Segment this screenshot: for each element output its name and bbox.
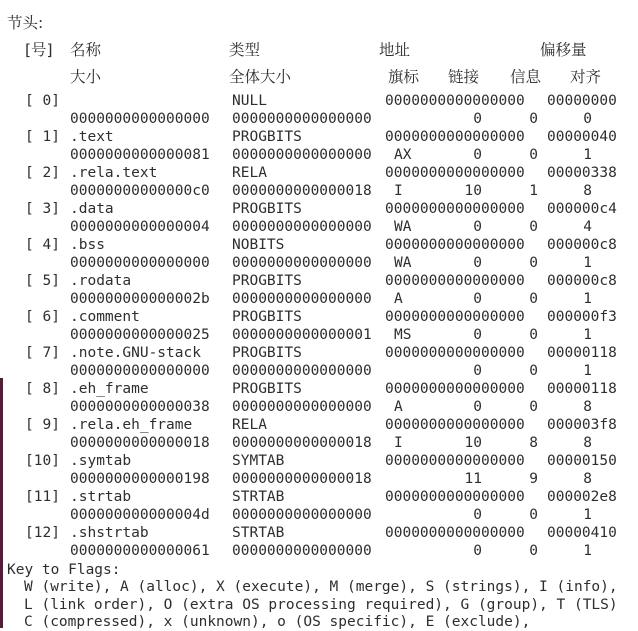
section-type: PROGBITS: [232, 309, 302, 325]
section-type: PROGBITS: [232, 129, 302, 145]
section-type: STRTAB: [232, 525, 285, 541]
section-offset: 000003f8: [547, 417, 617, 433]
section-info: 0: [529, 543, 538, 559]
section-title: 节头:: [7, 14, 44, 32]
section-info: 0: [529, 219, 538, 235]
section-entsize: 0000000000000018: [232, 471, 372, 487]
section-row: [7, 272, 638, 290]
section-offset: 000000f3: [547, 309, 617, 325]
section-row-detail: [7, 398, 638, 416]
section-row-detail: [7, 362, 638, 380]
section-row-detail: [7, 290, 638, 308]
section-number: [ 5]: [25, 273, 60, 289]
section-type: SYMTAB: [232, 453, 285, 469]
section-align: 1: [583, 291, 592, 307]
section-address: 0000000000000000: [385, 201, 525, 217]
section-row-detail: [7, 182, 638, 200]
section-number: [ 8]: [25, 381, 60, 397]
section-entsize: 0000000000000000: [232, 363, 372, 379]
section-size: 000000000000004d: [70, 507, 210, 523]
section-name: .eh_frame: [70, 381, 149, 397]
section-entsize: 0000000000000001: [232, 327, 372, 343]
section-align: 8: [583, 183, 592, 199]
section-number: [ 1]: [25, 129, 60, 145]
section-info: 1: [529, 183, 538, 199]
section-entsize: 0000000000000000: [232, 291, 372, 307]
header-align: 对齐: [570, 68, 602, 86]
section-size: 0000000000000025: [70, 327, 210, 343]
header-info: 信息: [510, 68, 542, 86]
section-address: 0000000000000000: [385, 165, 525, 181]
header-row-2: [7, 68, 638, 86]
section-link: 0: [473, 399, 482, 415]
section-align: 1: [583, 507, 592, 523]
section-flags: A: [394, 291, 403, 307]
section-name: .rela.text: [70, 165, 158, 181]
section-name: .data: [70, 201, 114, 217]
section-link: 0: [473, 363, 482, 379]
section-row-detail: [7, 326, 638, 344]
section-address: 0000000000000000: [385, 345, 525, 361]
section-type: PROGBITS: [232, 273, 302, 289]
section-type: NULL: [232, 93, 267, 109]
section-link: 0: [473, 327, 482, 343]
section-align: 1: [583, 543, 592, 559]
section-row: [7, 236, 638, 254]
section-link: 0: [473, 219, 482, 235]
section-size: 0000000000000198: [70, 471, 210, 487]
section-row: [7, 524, 638, 542]
section-info: 0: [529, 111, 538, 127]
section-link: 0: [473, 147, 482, 163]
section-row: [7, 380, 638, 398]
section-address: 0000000000000000: [385, 417, 525, 433]
section-link: 0: [473, 111, 482, 127]
section-align: 1: [583, 363, 592, 379]
header-size: 大小: [70, 68, 102, 86]
header-name: 名称: [70, 41, 102, 59]
section-size: 000000000000002b: [70, 291, 210, 307]
section-flags: AX: [394, 147, 412, 163]
section-row: [7, 92, 638, 110]
section-size: 0000000000000004: [70, 219, 210, 235]
section-offset: 00000118: [547, 345, 617, 361]
key-line: W (write), A (alloc), X (execute), M (merge), S (strings), I (info),: [24, 579, 618, 595]
key-title: Key to Flags:: [7, 562, 121, 578]
section-entsize: 0000000000000000: [232, 399, 372, 415]
section-row-detail: [7, 110, 638, 128]
section-size: 00000000000000c0: [70, 183, 210, 199]
section-size: 0000000000000081: [70, 147, 210, 163]
section-align: 1: [583, 255, 592, 271]
section-info: 0: [529, 147, 538, 163]
section-align: 4: [583, 219, 592, 235]
section-row-detail: [7, 434, 638, 452]
section-info: 0: [529, 363, 538, 379]
section-size: 0000000000000000: [70, 255, 210, 271]
section-row: [7, 344, 638, 362]
section-offset: 00000118: [547, 381, 617, 397]
section-row: [7, 452, 638, 470]
section-flags: WA: [394, 219, 412, 235]
section-name: .strtab: [70, 489, 132, 505]
section-type: RELA: [232, 165, 267, 181]
header-offset: 偏移量: [540, 41, 587, 59]
section-row: [7, 200, 638, 218]
section-info: 8: [529, 435, 538, 451]
section-entsize: 0000000000000000: [232, 219, 372, 235]
section-size: 0000000000000038: [70, 399, 210, 415]
section-info: 0: [529, 507, 538, 523]
section-row: [7, 164, 638, 182]
section-flags: MS: [394, 327, 412, 343]
section-entsize: 0000000000000018: [232, 183, 372, 199]
key-line: L (link order), O (extra OS processing required), G (group), T (TLS): [24, 597, 618, 613]
section-align: 1: [583, 147, 592, 163]
section-row-detail: [7, 146, 638, 164]
section-name: .rodata: [70, 273, 132, 289]
section-entsize: 0000000000000000: [232, 147, 372, 163]
section-name: .shstrtab: [70, 525, 149, 541]
section-offset: 00000000: [547, 93, 617, 109]
section-offset: 00000338: [547, 165, 617, 181]
section-flags: I: [394, 435, 403, 451]
section-entsize: 0000000000000000: [232, 543, 372, 559]
section-number: [10]: [25, 453, 60, 469]
section-number: [ 3]: [25, 201, 60, 217]
section-row-detail: [7, 542, 638, 560]
section-size: 0000000000000018: [70, 435, 210, 451]
section-type: NOBITS: [232, 237, 285, 253]
section-row: [7, 488, 638, 506]
section-address: 0000000000000000: [385, 93, 525, 109]
section-row: [7, 308, 638, 326]
section-address: 0000000000000000: [385, 525, 525, 541]
section-info: 0: [529, 399, 538, 415]
window-edge: [0, 378, 3, 628]
section-type: RELA: [232, 417, 267, 433]
section-row-detail: [7, 506, 638, 524]
section-address: 0000000000000000: [385, 453, 525, 469]
section-align: 8: [583, 471, 592, 487]
section-link: 0: [473, 543, 482, 559]
section-address: 0000000000000000: [385, 309, 525, 325]
section-address: 0000000000000000: [385, 381, 525, 397]
section-number: [ 4]: [25, 237, 60, 253]
section-offset: 00000150: [547, 453, 617, 469]
section-align: 1: [583, 327, 592, 343]
header-row-1: [7, 41, 638, 59]
section-link: 11: [464, 471, 482, 487]
section-number: [11]: [25, 489, 60, 505]
section-entsize: 0000000000000000: [232, 111, 372, 127]
section-offset: 000000c4: [547, 201, 617, 217]
section-address: 0000000000000000: [385, 237, 525, 253]
section-number: [ 9]: [25, 417, 60, 433]
header-link: 链接: [448, 68, 480, 86]
section-name: .text: [70, 129, 114, 145]
section-link: 0: [473, 255, 482, 271]
header-addr: 地址: [379, 41, 411, 59]
section-number: [ 2]: [25, 165, 60, 181]
header-entsize: 全体大小: [229, 68, 292, 86]
section-name: .bss: [70, 237, 105, 253]
section-address: 0000000000000000: [385, 273, 525, 289]
section-offset: 000002e8: [547, 489, 617, 505]
section-type: PROGBITS: [232, 345, 302, 361]
section-number: [12]: [25, 525, 60, 541]
section-address: 0000000000000000: [385, 129, 525, 145]
key-line: C (compressed), x (unknown), o (OS specific), E (exclude),: [24, 614, 531, 630]
section-name: .rela.eh_frame: [70, 417, 193, 433]
section-entsize: 0000000000000018: [232, 435, 372, 451]
section-name: .comment: [70, 309, 140, 325]
section-row: [7, 416, 638, 434]
section-offset: 000000c8: [547, 273, 617, 289]
section-align: 8: [583, 399, 592, 415]
section-offset: 000000c8: [547, 237, 617, 253]
section-flags: WA: [394, 255, 412, 271]
section-size: 0000000000000000: [70, 363, 210, 379]
section-type: PROGBITS: [232, 201, 302, 217]
section-entsize: 0000000000000000: [232, 507, 372, 523]
section-name: .symtab: [70, 453, 132, 469]
header-type: 类型: [229, 41, 261, 59]
section-row-detail: [7, 470, 638, 488]
section-flags: I: [394, 183, 403, 199]
section-row-detail: [7, 218, 638, 236]
section-type: STRTAB: [232, 489, 285, 505]
section-size: 0000000000000000: [70, 111, 210, 127]
section-size: 0000000000000061: [70, 543, 210, 559]
section-align: 8: [583, 435, 592, 451]
header-flags: 旗标: [388, 68, 420, 86]
section-align: 0: [583, 111, 592, 127]
section-entsize: 0000000000000000: [232, 255, 372, 271]
section-name: .note.GNU-stack: [70, 345, 201, 361]
section-row: [7, 128, 638, 146]
section-row-detail: [7, 254, 638, 272]
section-flags: A: [394, 399, 403, 415]
section-link: 0: [473, 291, 482, 307]
section-info: 0: [529, 291, 538, 307]
section-offset: 00000040: [547, 129, 617, 145]
header-num: [号]: [25, 41, 53, 59]
section-link: 10: [464, 183, 482, 199]
section-info: 0: [529, 255, 538, 271]
section-number: [ 6]: [25, 309, 60, 325]
section-address: 0000000000000000: [385, 489, 525, 505]
section-number: [ 0]: [25, 93, 60, 109]
section-type: PROGBITS: [232, 381, 302, 397]
section-link: 10: [464, 435, 482, 451]
section-offset: 00000410: [547, 525, 617, 541]
section-info: 9: [529, 471, 538, 487]
section-info: 0: [529, 327, 538, 343]
section-link: 0: [473, 507, 482, 523]
section-number: [ 7]: [25, 345, 60, 361]
